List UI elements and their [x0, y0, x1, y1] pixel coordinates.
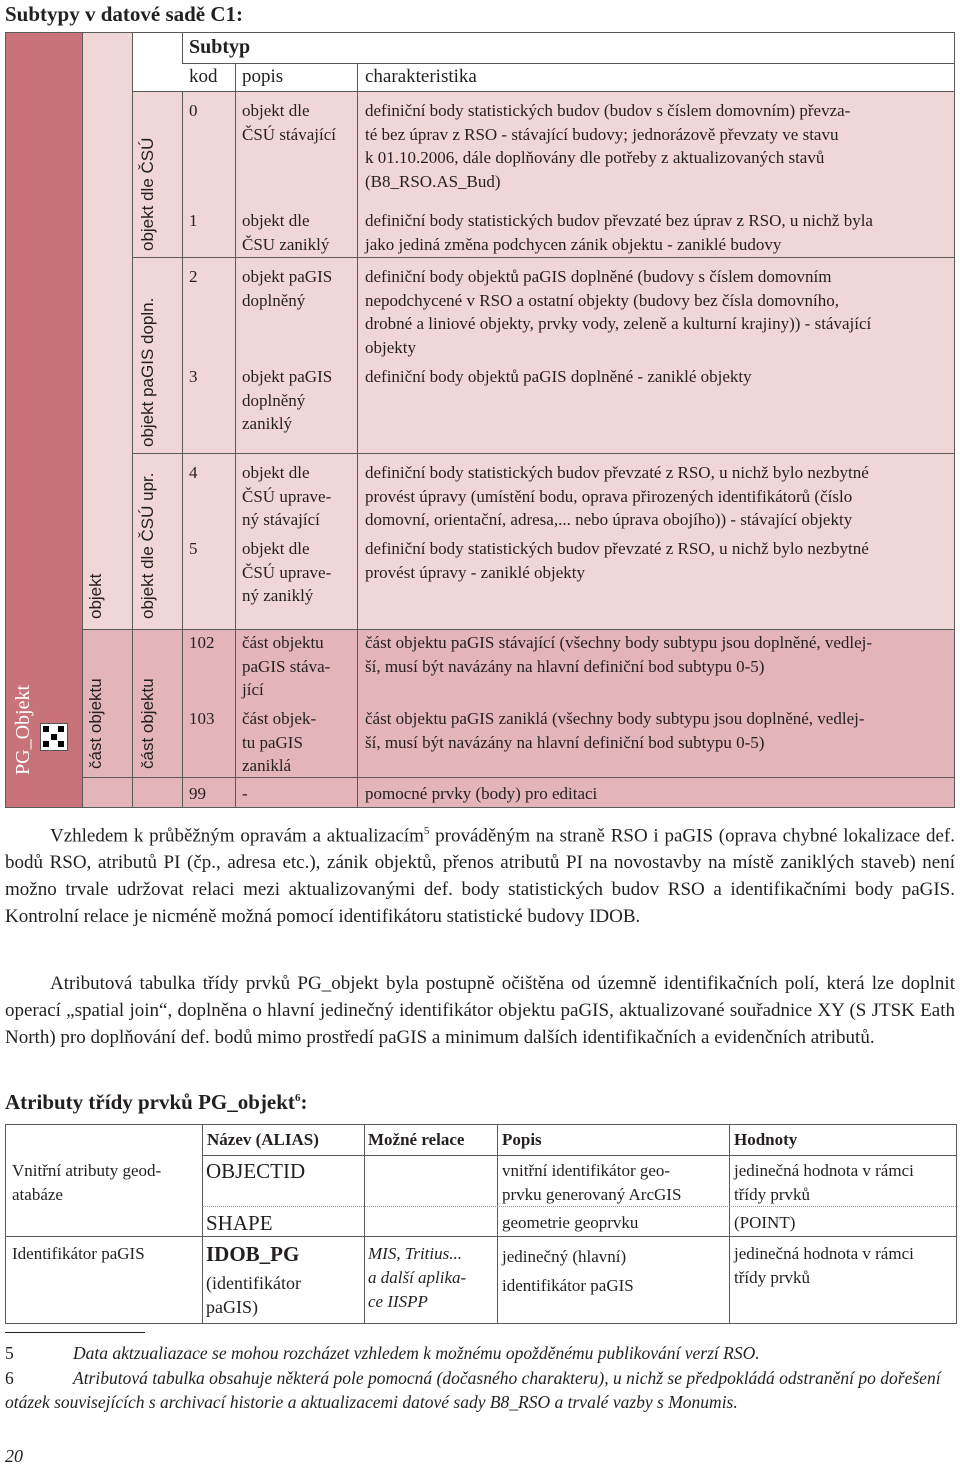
attr-values-shape: (POINT): [734, 1213, 796, 1232]
attr-alias-idob-pg: (identifikátor paGIS): [206, 1273, 301, 1317]
level2-objekt-csu-upr: objekt dle ČSÚ upr.: [138, 472, 157, 619]
subtype-name: objekt dle ČSÚ stávající: [242, 101, 336, 144]
fill-objekt: [82, 33, 132, 629]
subtype-name: -: [242, 784, 248, 803]
subtype-name: objekt paGIS doplněný zaniklý: [242, 367, 333, 433]
subtype-description: část objektu paGIS stávající (všechny body subtypu jsou doplněné, vedlej- ší, musí být navázány na hlavní definiční bod subtypu 0-5): [365, 633, 873, 676]
attr-relations-idob-pg: MIS, Tritius... a další aplika- ce IISPP: [368, 1244, 467, 1311]
subtype-description: definiční body statistických budov převzaté z RSO, u nichž bylo nezbytné provést úpravy - zaniklé objekty: [365, 539, 869, 582]
page-number: 20: [5, 1446, 23, 1466]
feature-class-label: PG_Objekt: [12, 685, 34, 775]
subtype-name: objekt dle ČSU zaniklý: [242, 211, 330, 254]
subtype-code: 5: [189, 539, 198, 558]
subtype-name: objekt paGIS doplněný: [242, 267, 333, 310]
subtype-code: 0: [189, 101, 198, 120]
subtype-code: 4: [189, 463, 198, 482]
attr-group-identifier: Identifikátor paGIS: [12, 1244, 145, 1263]
subtype-description: definiční body statistických budov převzaté bez úprav z RSO, u nichž byla jako jediná změna podchycen zánik objektu - zaniklé budovy: [365, 211, 873, 254]
footnote-ref-5: 5: [423, 825, 430, 837]
level1-cast-objektu: část objektu: [86, 678, 105, 769]
attr-name-idob-pg: IDOB_PG: [206, 1242, 300, 1266]
level2-objekt-csu: objekt dle ČSÚ: [138, 137, 157, 251]
attr-values-objectid: jedinečná hodnota v rámci třídy prvků: [734, 1161, 914, 1204]
subtype-code: 2: [189, 267, 198, 286]
subtype-description: definiční body statistických budov převzaté z RSO, u nichž bylo nezbytné provést úpravy (umístění bodu, oprava přirozených identifikátorů (číslo domovní, orientační, adresa,... nebo úprava obojího)) - stávající objekty: [365, 463, 869, 529]
subtype-description: definiční body statistických budov (budov s číslem domovním) převza- té bez úprav z RSO - stávající budovy; jednorázově převzaty ve stavu k 01.10.2006, dále doplňovány dle potřeby z aktualizovaných stavů (B8_RSO.AS_Bud): [365, 101, 851, 191]
attr-header-values: Hodnoty: [734, 1130, 798, 1149]
subtype-name: objekt dle ČSÚ uprave- ný zaniklý: [242, 539, 332, 605]
subtype-name: část objek- tu paGIS zaniklá: [242, 709, 317, 775]
subtype-name: část objektu paGIS stáva- jící: [242, 633, 331, 699]
attr-name-objectid: OBJECTID: [206, 1159, 306, 1183]
footnote-6: 6 Atributová tabulka obsahuje některá pole pomocná (dočasného charakteru), u nichž se předpokládá odstranění po dořešení otázek souvisejících s archivací historie a aktualizacemi datové sady B8_RSO a trvalé vazby s Monumis.: [5, 1368, 941, 1412]
level2-objekt-pagis: objekt paGIS dopln.: [138, 297, 157, 447]
attr-header-relations: Možné relace: [368, 1130, 465, 1149]
subtype-name: objekt dle ČSÚ uprave- ný stávající: [242, 463, 332, 529]
footnote-rule: [5, 1332, 145, 1333]
subtype-code: 102: [189, 633, 215, 652]
header-kod: kod: [189, 66, 218, 87]
paragraph-1: Vzhledem k průběžným opravám a aktualizacím$^5$ prováděným na straně RSO i paGIS (oprava chybné lokalizace def. bodů RSO, atributů PI (čp., adresa etc.), zánik objektů, přenos atributů PI na novostavby na místě zaniklých staveb) není možno trvale udržovat relaci mezi aktualizovanými def. body statistických budov RSO a identifikačními body paGIS. Kontrolní relace je nicméně možná pomocí identifikátoru statistické budovy IDOB.: [5, 825, 955, 928]
subtype-description: část objektu paGIS zaniklá (všechny body subtypu jsou doplněné, vedlej- ší, musí být navázány na hlavní definiční bod subtypu 0-5): [365, 709, 865, 752]
section-title: Subtypy v datové sadě C1:: [5, 2, 244, 26]
subtype-code: 99: [189, 784, 206, 803]
header-charakteristika: charakteristika: [365, 66, 477, 87]
subtype-code: 103: [189, 709, 215, 728]
subtype-description: pomocné prvky (body) pro editaci: [365, 784, 598, 803]
attr-group-internal: Vnitřní atributy geod- atabáze: [12, 1161, 162, 1204]
subtype-description: definiční body objektů paGIS doplněné - zaniklé objekty: [365, 367, 752, 386]
level2-cast-objektu: část objektu: [138, 678, 157, 769]
paragraph-2: Atributová tabulka třídy prvků PG_objekt byla postupně očištěna od územně identifikačních polí, která lze doplnit operací „spatial join“, doplněna o hlavní jedinečný identifikátor objektu paGIS, aktualizované souřadnice XY (S JTSK Eath North) pro doplňování def. bodů mimo prostředí paGIS a minimum dalších identifikačních a evidenčních atributů.: [5, 973, 955, 1048]
attr-title: Atributy třídy prvků PG_objekt$^6$:: [5, 1090, 308, 1114]
attr-name-shape: SHAPE: [206, 1211, 273, 1235]
point-symbol-icon: [40, 723, 68, 751]
attr-desc-shape: geometrie geoprvku: [502, 1213, 639, 1232]
subtypes-table: [5, 32, 955, 808]
footnote-5: 5 Data aktzualiazace se mohou rozcházet vzhledem k možnému opožděnému publikování verzí RSO.: [5, 1343, 760, 1363]
header-subtyp: Subtyp: [189, 36, 251, 58]
attributes-table: [5, 1124, 957, 1324]
subtype-description: definiční body objektů paGIS doplněné (budovy s číslem domovním nepodchycené v RSO a ostatní objekty (budovy bez čísla domovního, drobné a liniové objekty, prvky vody, zeleně a kulturní krajiny)) - stávající objekty: [365, 267, 872, 357]
subtype-code: 3: [189, 367, 198, 386]
level1-objekt: objekt: [86, 573, 105, 619]
attr-desc-idob-pg: jedinečný (hlavní) identifikátor paGIS: [502, 1247, 634, 1295]
attr-values-idob-pg: jedinečná hodnota v rámci třídy prvků: [734, 1244, 914, 1287]
attr-desc-objectid: vnitřní identifikátor geo- prvku generovaný ArcGIS: [502, 1161, 682, 1204]
header-popis: popis: [242, 66, 284, 87]
attr-header-description: Popis: [502, 1130, 542, 1149]
attr-header-name: Název (ALIAS): [207, 1130, 319, 1149]
subtype-code: 1: [189, 211, 198, 230]
